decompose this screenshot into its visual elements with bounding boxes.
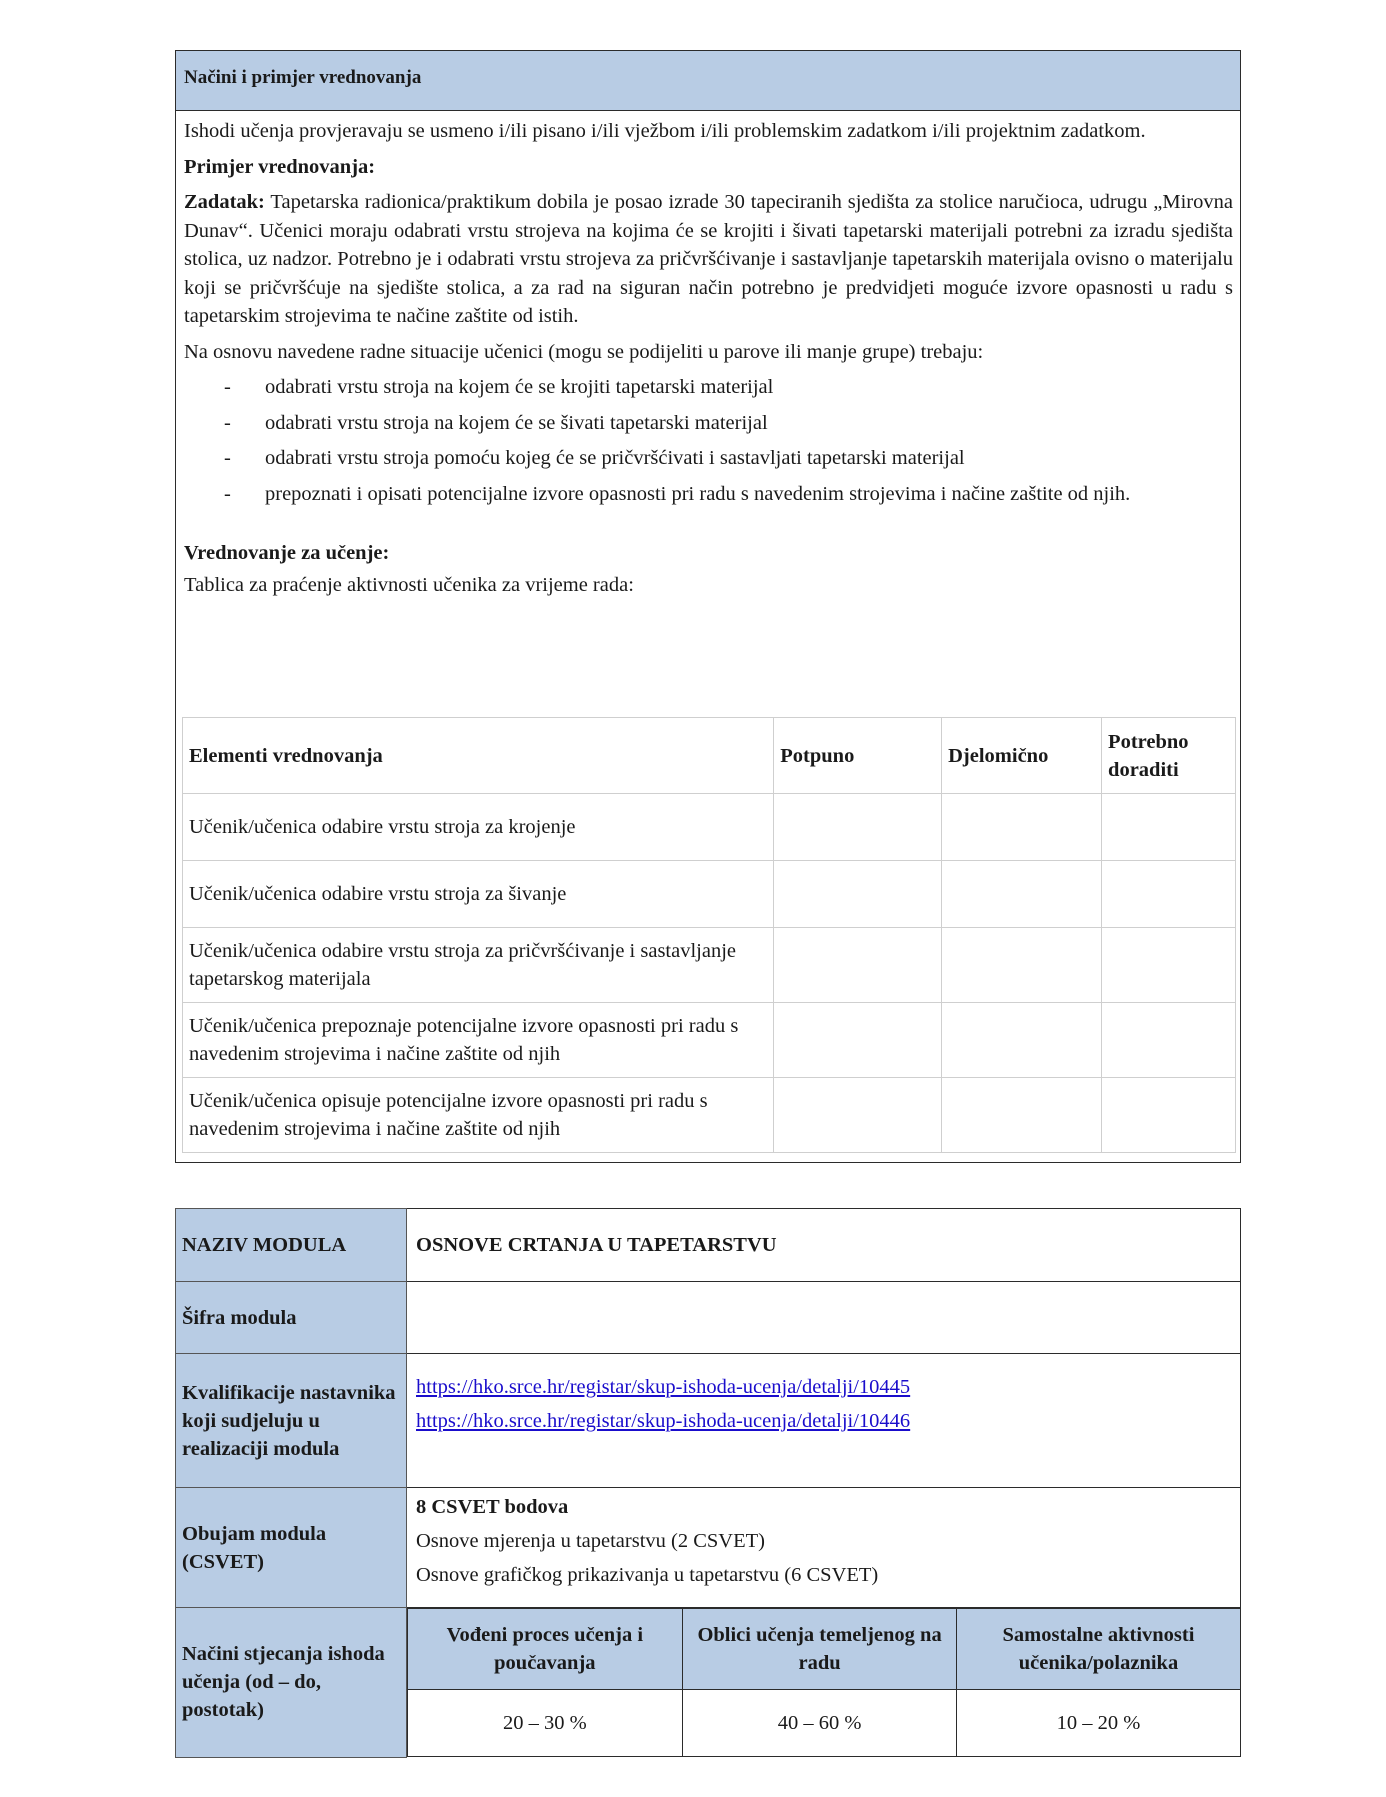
section-body [184, 117, 1233, 606]
learning-heading: Vrednovanje za učenje: [184, 542, 390, 564]
qualifications-row [176, 1354, 1241, 1488]
dash-bullet: - [224, 447, 231, 469]
task-list [184, 373, 1233, 508]
rating-cell[interactable] [774, 794, 942, 861]
volume-label: Obujam modula (CSVET) [176, 1488, 407, 1608]
rating-cell[interactable] [1102, 794, 1236, 861]
rating-cell[interactable] [942, 794, 1102, 861]
task-label: Zadatak: [184, 191, 265, 213]
rating-cell[interactable] [774, 1003, 942, 1078]
task-text: Tapetarska radionica/praktikum dobila je posao izrade 30 tapeciranih sjedišta za stolice naručioca, udrugu „Mirovna Dunav“. Učenici moraju odabrati vrstu strojeva na kojima će se krojiti i šivati tapetarski materijali potrebni za izradu sjedišta stolica, uz nadzor. Potrebno je i odabrati vrstu strojeva za pričvršćivanje i sastavljanje tapetarskih materijala ovisno o materijalu koji se pričvršćuje na sjedište stolica, a za rad na siguran način potrebno je predvidjeti moguće izvore opasnosti u radu s tapetarskim strojevima te načine zaštite od istih. [184, 191, 1233, 327]
rating-cell[interactable] [942, 1078, 1102, 1153]
module-table [175, 1208, 1241, 1758]
section-header [176, 51, 1240, 111]
method-percentage: 10 – 20 % [957, 1690, 1240, 1757]
situation-text: Na osnovu navedene radne situacije učenici (mogu se podijeliti u parove ili manje grupe) trebaju: [184, 340, 984, 363]
list-item: - odabrati vrstu stroja na kojem će se šivati tapetarski materijal [184, 409, 1233, 438]
column-header: Potpuno [774, 718, 942, 794]
table-caption: Tablica za praćenje aktivnosti učenika za vrijeme rada: [184, 573, 634, 596]
methods-subtable [407, 1608, 1241, 1757]
rating-cell[interactable] [774, 1078, 942, 1153]
list-item: - odabrati vrstu stroja na kojem će se krojiti tapetarski materijal [184, 373, 1233, 402]
evaluation-table [182, 717, 1236, 1153]
volume-part: Osnove grafičkog prikazivanja u tapetarstvu (6 CSVET) [416, 1564, 879, 1586]
column-header: Potrebno doraditi [1102, 718, 1236, 794]
intro-text: Ishodi učenja provjeravaju se usmeno i/ili pisano i/ili vježbom i/ili problemskim zadatkom i/ili projektnim zadatkom. [184, 120, 1146, 142]
volume-row [176, 1488, 1241, 1608]
dash-bullet: - [224, 482, 231, 505]
qualification-link[interactable]: https://hko.srce.hr/registar/skup-ishoda-ucenja/detalji/10446 [416, 1410, 911, 1432]
task-paragraph [184, 188, 1233, 331]
table-row [183, 1078, 1236, 1153]
method-header: Oblici učenja temeljenog na radu [682, 1609, 957, 1690]
volume-total: 8 CSVET bodova [416, 1496, 569, 1518]
list-item: - odabrati vrstu stroja pomoću kojeg će se pričvršćivati i sastavljati tapetarski materijal [184, 444, 1233, 473]
table-row [183, 794, 1236, 861]
criterion-cell: Učenik/učenica odabire vrstu stroja za krojenje [183, 794, 774, 861]
rating-cell[interactable] [942, 861, 1102, 928]
table-row [183, 1003, 1236, 1078]
criterion-cell: Učenik/učenica odabire vrstu stroja za šivanje [183, 861, 774, 928]
rating-cell[interactable] [1102, 861, 1236, 928]
method-percentage: 20 – 30 % [408, 1690, 683, 1757]
column-header: Elementi vrednovanja [183, 718, 774, 794]
method-header: Samostalne aktivnosti učenika/polaznika [957, 1609, 1240, 1690]
qualifications-label: Kvalifikacije nastavnika koji sudjeluju u realizaciji modula [176, 1354, 407, 1488]
rating-cell[interactable] [1102, 928, 1236, 1003]
criterion-cell: Učenik/učenica odabire vrstu stroja za pričvršćivanje i sastavljanje tapetarskog materijala [183, 928, 774, 1003]
list-item: - prepoznati i opisati potencijalne izvore opasnosti pri radu s navedenim strojevima i načine zaštite od njih. [184, 480, 1233, 509]
rating-cell[interactable] [774, 928, 942, 1003]
evaluation-section [175, 50, 1241, 1163]
module-name-row [176, 1209, 1241, 1282]
rating-cell[interactable] [1102, 1003, 1236, 1078]
qualification-link[interactable]: https://hko.srce.hr/registar/skup-ishoda-ucenja/detalji/10445 [416, 1376, 911, 1398]
module-code-row [176, 1282, 1241, 1354]
volume-part: Osnove mjerenja u tapetarstvu (2 CSVET) [416, 1530, 765, 1552]
table-header-row [183, 718, 1236, 794]
rating-cell[interactable] [942, 928, 1102, 1003]
rating-cell[interactable] [942, 1003, 1102, 1078]
section-title: Načini i primjer vrednovanja [184, 67, 422, 88]
module-code-label: Šifra modula [176, 1282, 407, 1354]
method-percentage: 40 – 60 % [682, 1690, 957, 1757]
module-name-label: NAZIV MODULA [176, 1209, 407, 1282]
dash-bullet: - [224, 411, 231, 434]
rating-cell[interactable] [774, 861, 942, 928]
column-header: Djelomično [942, 718, 1102, 794]
method-header: Vođeni proces učenja i poučavanja [408, 1609, 683, 1690]
rating-cell[interactable] [1102, 1078, 1236, 1153]
example-heading: Primjer vrednovanja: [184, 155, 376, 178]
module-code-value [407, 1282, 1241, 1354]
methods-label: Načini stjecanja ishoda učenja (od – do, postotak) [176, 1608, 407, 1758]
methods-row [176, 1608, 1241, 1758]
table-row [183, 928, 1236, 1003]
dash-bullet: - [224, 376, 231, 398]
criterion-cell: Učenik/učenica opisuje potencijalne izvore opasnosti pri radu s navedenim strojevima i načine zaštite od njih [183, 1078, 774, 1153]
table-row [183, 861, 1236, 928]
module-name-value: OSNOVE CRTANJA U TAPETARSTVU [407, 1209, 1241, 1282]
criterion-cell: Učenik/učenica prepoznaje potencijalne izvore opasnosti pri radu s navedenim strojevima i načine zaštite od njih [183, 1003, 774, 1078]
